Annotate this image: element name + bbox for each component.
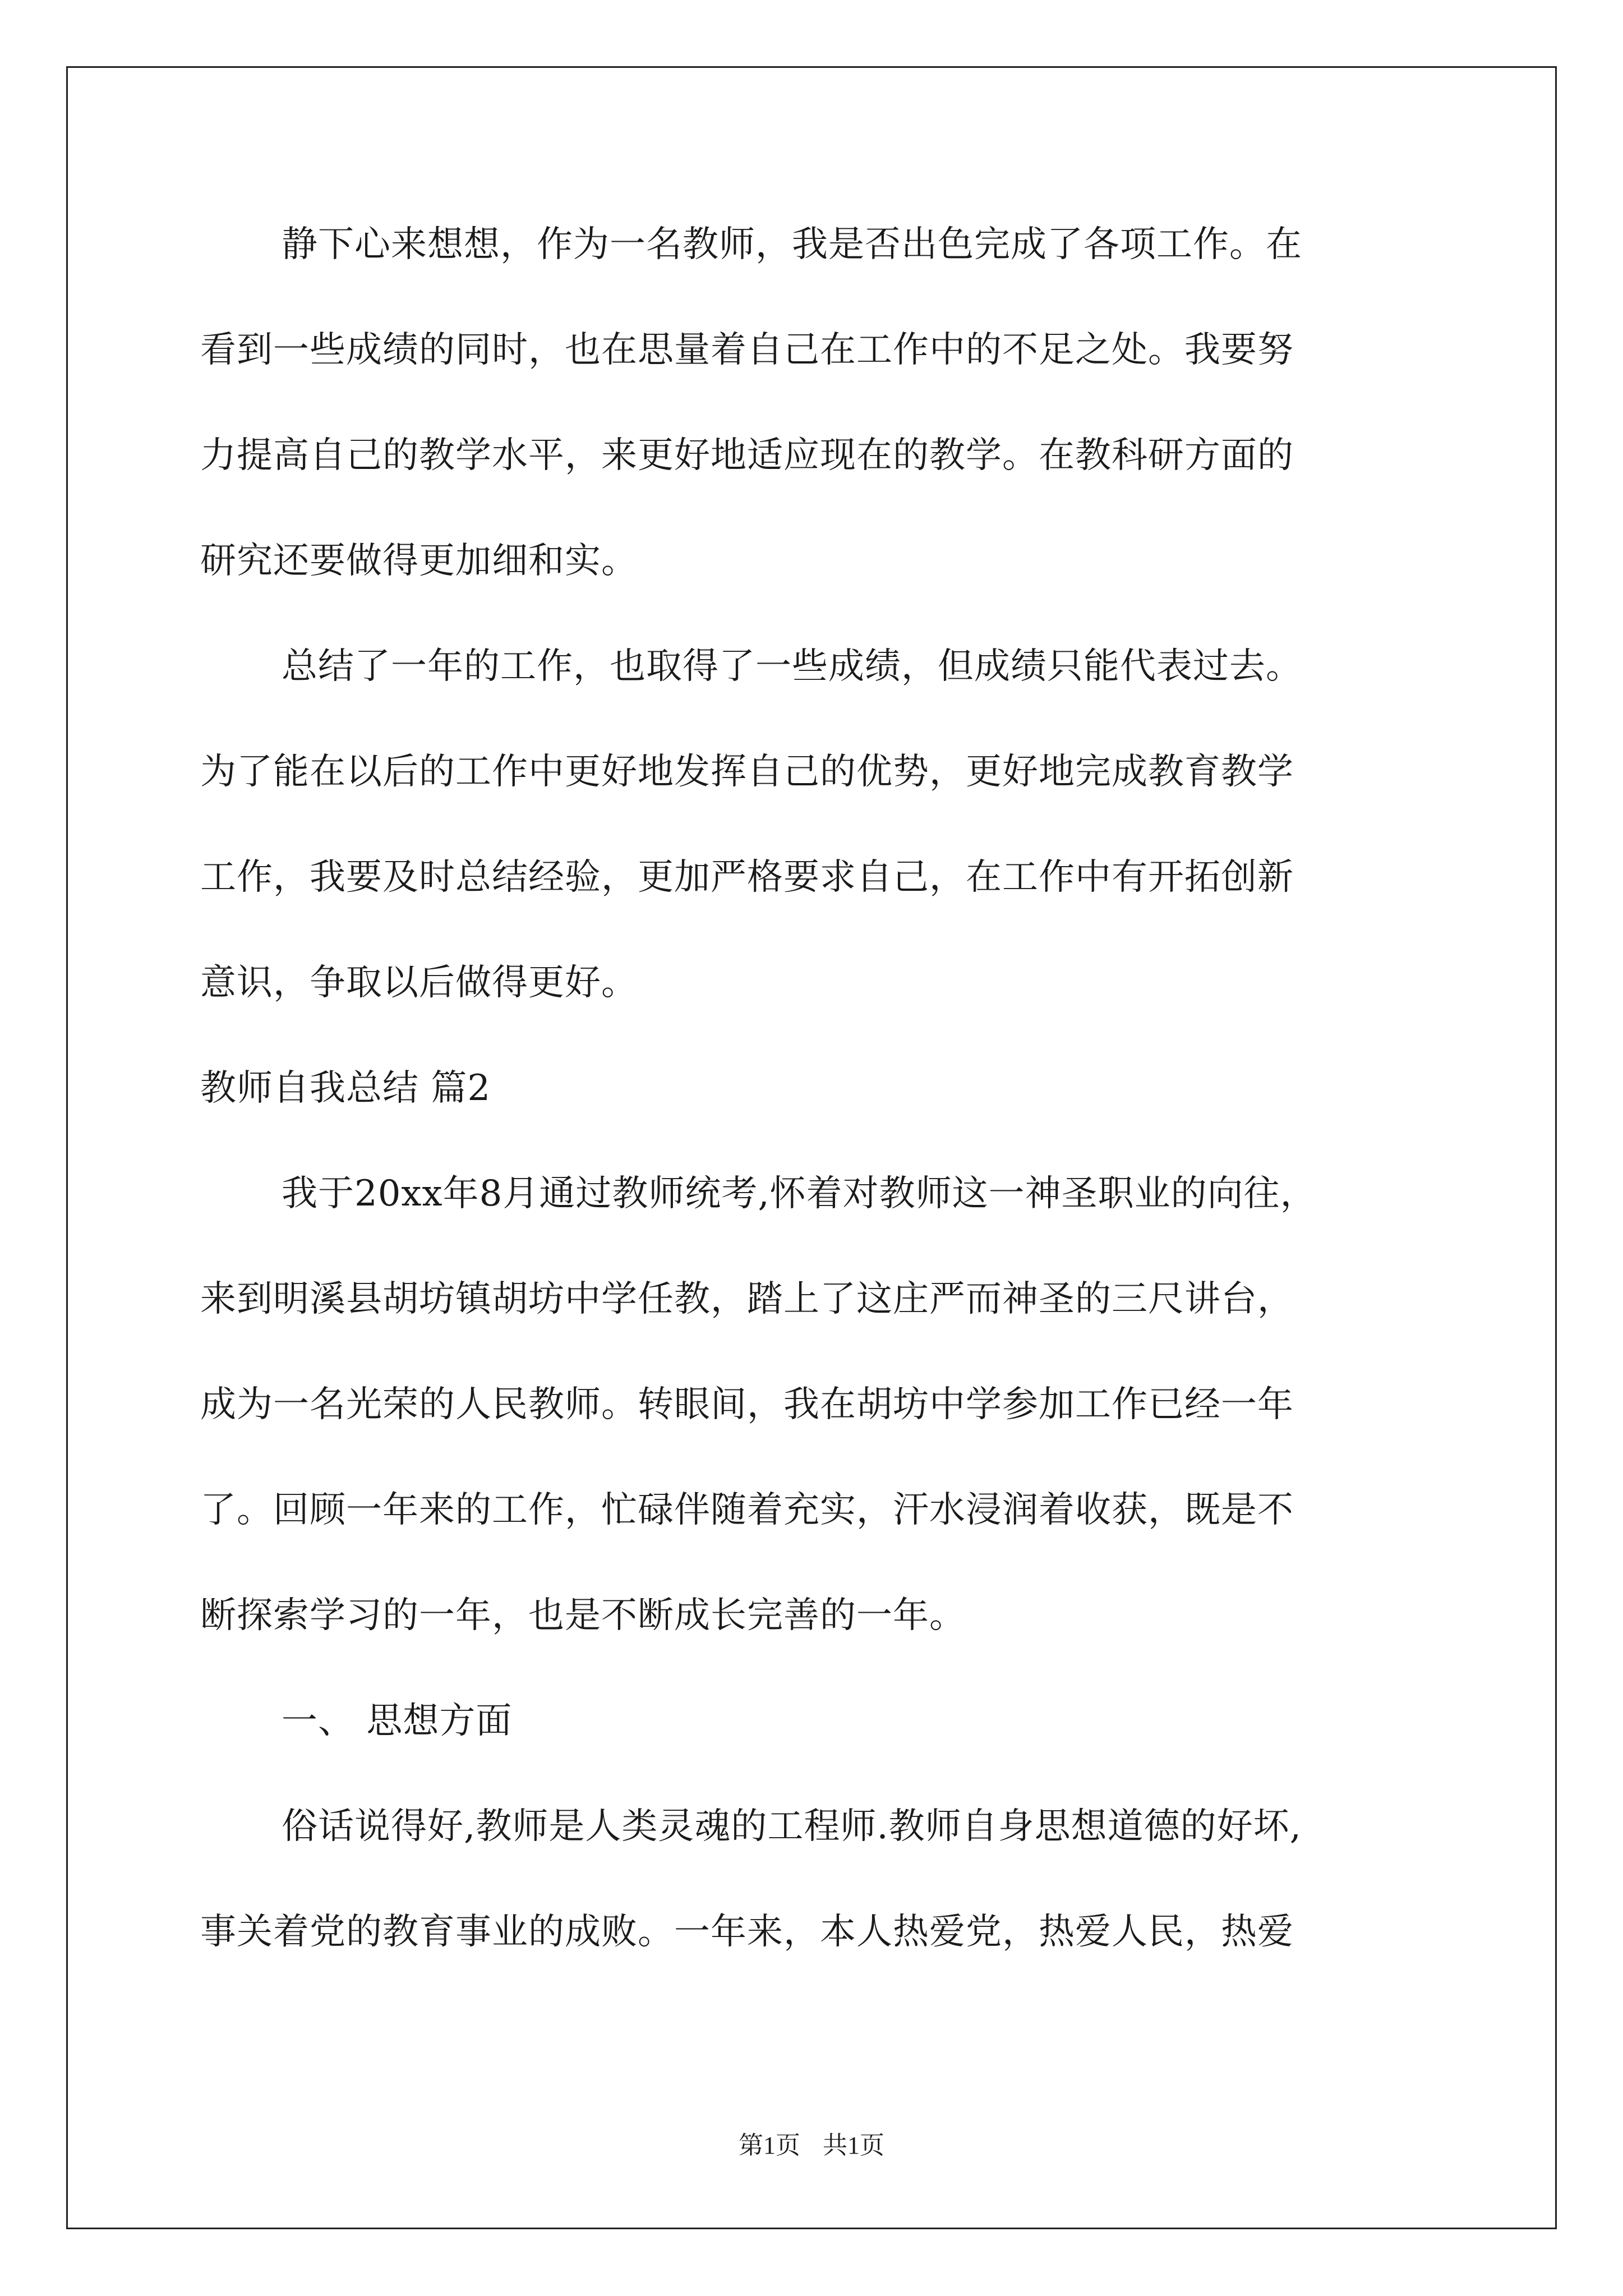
page-number-current: 第1页: [739, 2132, 800, 2159]
paragraph-line: 工作，我要及时总结经验，更加严格要求自己，在工作中有开拓创新: [200, 857, 1294, 898]
paragraph-line: 意识，争取以后做得更好。: [200, 962, 638, 1004]
page-number-total: 共1页: [823, 2132, 884, 2159]
paragraph-line: 力提高自己的教学水平，来更好地适应现在的教学。在教科研方面的: [200, 435, 1294, 476]
paragraph-line: 事关着党的教育事业的成败。一年来，本人热爱党，热爱人民，热爱: [200, 1911, 1294, 1953]
paragraph-line: 研究还要做得更加细和实。: [200, 540, 638, 582]
paragraph-line: 总结了一年的工作，也取得了一些成绩，但成绩只能代表过去。: [282, 646, 1302, 687]
paragraph-line: 我于20xx年8月通过教师统考,怀着对教师这一神圣职业的向往，: [282, 1173, 1317, 1214]
document-body: [200, 218, 1434, 2010]
paragraph-line: 来到明溪县胡坊镇胡坊中学任教，踏上了这庄严而神圣的三尺讲台，: [200, 1278, 1294, 1320]
paragraph-line: 俗话说得好,教师是人类灵魂的工程师.教师自身思想道德的好坏,: [282, 1806, 1302, 1847]
paragraph-line: 为了能在以后的工作中更好地发挥自己的优势，更好地完成教育教学: [200, 751, 1294, 793]
page-footer: [0, 2129, 1623, 2162]
subsection-heading: 一、 思想方面: [282, 1700, 513, 1742]
paragraph-line: 断探索学习的一年，也是不断成长完善的一年。: [200, 1595, 966, 1636]
paragraph-line: 看到一些成绩的同时，也在思量着自己在工作中的不足之处。我要努: [200, 329, 1294, 371]
paragraph-line: 了。回顾一年来的工作，忙碌伴随着充实，汗水浸润着收获，既是不: [200, 1489, 1294, 1531]
paragraph-line: 成为一名光荣的人民教师。转眼间，我在胡坊中学参加工作已经一年: [200, 1384, 1294, 1425]
paragraph-line: 静下心来想想，作为一名教师，我是否出色完成了各项工作。在: [282, 224, 1302, 265]
section-heading: 教师自我总结 篇2: [200, 1068, 491, 1109]
